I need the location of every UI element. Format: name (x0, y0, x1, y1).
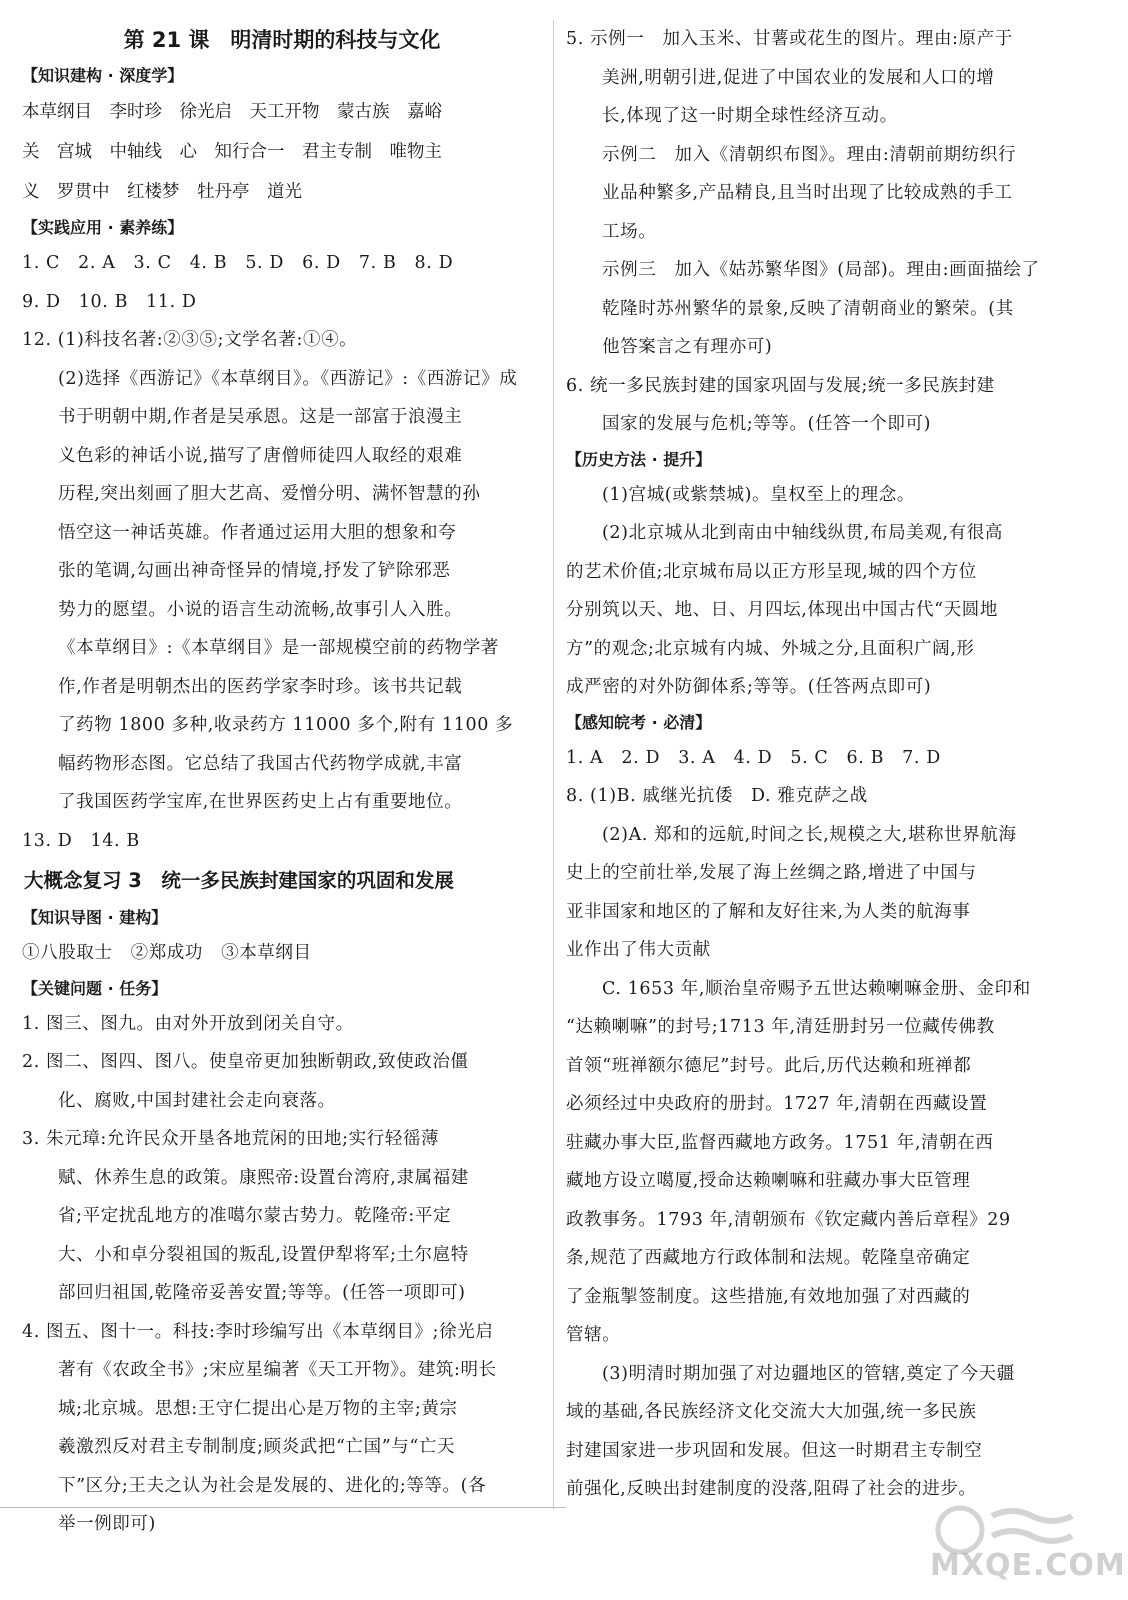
answer-line: 4. 图五、图十一。科技:李时珍编写出《本草纲目》;徐光启 (22, 1321, 494, 1342)
answer-line: 首领“班禅额尔德尼”封号。此后,历代达赖和班禅都 (566, 1055, 972, 1076)
answer-line: C. 1653 年,顺治皇帝赐予五世达赖喇嘛金册、金印和 (602, 978, 1031, 999)
answer-line: 部回归祖国,乾隆帝妥善安置;等等。(任答一项即可) (58, 1283, 466, 1303)
answer-line: 9. D 10. B 11. D (22, 291, 197, 312)
answer-line: 长,体现了这一时期全球性经济互动。 (602, 106, 898, 126)
right-column (566, 20, 1106, 1509)
answer-line: 的艺术价值;北京城布局以正方形呈现,城的四个方位 (566, 561, 977, 582)
answer-line: 作,作者是明朝杰出的医药学家李时珍。该书共记载 (58, 676, 463, 697)
answer-line: 了药物 1800 多种,收录药方 11000 多个,附有 1100 多 (58, 715, 514, 735)
answer-line: 5. 示例一 加入玉米、甘薯或花生的图片。理由:原产于 (566, 29, 1013, 49)
answer-line: 历程,突出刻画了胆大艺高、爱憎分明、满怀智慧的孙 (58, 484, 481, 504)
answer-line: 政教事务。1793 年,清朝颁布《钦定藏内善后章程》29 (566, 1209, 1011, 1230)
left-column (22, 20, 542, 1544)
answer-line: (2)选择《西游记》《本草纲目》。《西游记》:《西游记》成 (58, 368, 518, 389)
answer-line: ①八股取士 ②郑成功 ③本草纲目 (22, 943, 312, 963)
keyword-line: 关 宫城 中轴线 心 知行合一 君主专制 唯物主 (22, 142, 442, 162)
section-heading-knowledge: 【知识建构 · 深度学】 (22, 66, 184, 85)
answer-line: 大、小和卓分裂祖国的叛乱,设置伊犁将军;土尔扈特 (58, 1244, 469, 1265)
answer-line: 1. A 2. D 3. A 4. D 5. C 6. B 7. D (566, 747, 941, 768)
answer-line: 悟空这一神话英雄。作者通过运用大胆的想象和夸 (58, 522, 457, 543)
answer-line: 方”的观念;北京城有内城、外城之分,且面积广阔,形 (566, 638, 975, 659)
answer-line: 业作出了伟大贡献 (566, 940, 711, 960)
answer-line: 6. 统一多民族封建的国家巩固与发展;统一多民族封建 (566, 375, 995, 396)
answer-line: 业品种繁多,产品精良,且当时出现了比较成熟的手工 (602, 183, 1013, 203)
keyword-line: 本草纲目 李时珍 徐光启 天工开物 蒙古族 嘉峪 (22, 102, 442, 122)
answer-line: 化、腐败,中国封建社会走向衰落。 (58, 1090, 336, 1111)
answer-line: 驻藏办事大臣,监督西藏地方政务。1751 年,清朝在西 (566, 1132, 994, 1153)
section-heading-mindmap: 【知识导图 · 建构】 (22, 908, 168, 927)
answer-line: 义色彩的神话小说,描写了唐僧师徒四人取经的艰难 (58, 445, 463, 466)
answer-line: 示例二 加入《清朝织布图》。理由:清朝前期纺织行 (602, 144, 1017, 165)
answer-line: 亚非国家和地区的了解和友好往来,为人类的航海事 (566, 901, 971, 922)
answer-line: 必须经过中央政府的册封。1727 年,清朝在西藏设置 (566, 1094, 988, 1114)
lesson-title: 第 21 课 明清时期的科技与文化 (123, 28, 441, 52)
section-heading-key-questions: 【关键问题 · 任务】 (22, 978, 168, 998)
answer-line: 藏地方设立噶厦,授命达赖喇嘛和驻藏办事大臣管理 (566, 1171, 971, 1191)
answer-line: 国家的发展与危机;等等。(任答一个即可) (602, 414, 932, 434)
section-heading-practice: 【实践应用 · 素养练】 (22, 218, 184, 237)
section-heading-exam: 【感知皖考 · 必清】 (566, 712, 712, 732)
answer-line: 管辖。 (566, 1325, 621, 1345)
watermark-text: MXQE.COM (930, 1548, 1126, 1583)
answer-line: 赋、休养生息的政策。康熙帝:设置台湾府,隶属福建 (58, 1167, 469, 1188)
answer-line: 下”区分;王夫之认为社会是发展的、进化的;等等。(各 (58, 1475, 487, 1496)
answer-line: 13. D 14. B (22, 830, 140, 851)
answer-line: 示例三 加入《姑苏繁华图》(局部)。理由:画面描绘了 (602, 260, 1040, 280)
answer-line: 城;北京城。思想:王守仁提出心是万物的主宰;黄宗 (58, 1398, 458, 1419)
answer-line: 2. 图二、图四、图八。使皇帝更加独断朝政,致使政治僵 (22, 1052, 469, 1072)
answer-line: 了我国医药学宝库,在世界医药史上占有重要地位。 (58, 792, 463, 812)
answer-line: 前强化,反映出封建制度的没落,阻碍了社会的进步。 (566, 1479, 977, 1499)
keyword-line: 义 罗贯中 红楼梦 牡丹亭 道光 (22, 182, 302, 202)
answer-line: (2)北京城从北到南由中轴线纵贯,布局美观,有很高 (602, 523, 1003, 543)
answer-line: 书于明朝中期,作者是吴承恩。这是一部富于浪漫主 (58, 407, 463, 427)
answer-line: 了金瓶掣签制度。这些措施,有效地加强了对西藏的 (566, 1286, 971, 1307)
answer-line: “达赖喇嘛”的封号;1713 年,清廷册封另一位藏传佛教 (566, 1017, 995, 1037)
answer-line: 分别筑以天、地、日、月四坛,体现出中国古代“天圆地 (566, 600, 999, 620)
answer-line: 幅药物形态图。它总结了我国古代药物学成就,丰富 (58, 753, 463, 774)
review-title: 大概念复习 3 统一多民族封建国家的巩固和发展 (24, 869, 454, 892)
answer-line: 1. C 2. A 3. C 4. B 5. D 6. D 7. B 8. D (22, 253, 454, 273)
answer-line: 美洲,明朝引进,促进了中国农业的发展和人口的增 (602, 67, 995, 88)
answer-line: (3)明清时期加强了对边疆地区的管辖,奠定了今天疆 (602, 1363, 1015, 1384)
section-heading-method: 【历史方法 · 提升】 (566, 449, 712, 469)
answer-line: 乾隆时苏州繁华的景象,反映了清朝商业的繁荣。(其 (602, 298, 1014, 319)
answer-line: 3. 朱元璋:允许民众开垦各地荒闲的田地;实行轻徭薄 (22, 1129, 440, 1149)
answer-line: 12. (1)科技名著:②③⑤;文学名著:①④。 (22, 330, 358, 350)
answer-line: 羲激烈反对君主专制制度;顾炎武把“亡国”与“亡天 (58, 1437, 456, 1457)
answer-line: 工场。 (602, 221, 657, 242)
answer-line: 著有《农政全书》;宋应星编著《天工开物》。建筑:明长 (58, 1360, 497, 1380)
answer-line: 条,规范了西藏地方行政体制和法规。乾隆皇帝确定 (566, 1248, 971, 1268)
answer-line: (2)A. 郑和的远航,时间之长,规模之大,堪称世界航海 (602, 824, 1017, 845)
answer-line: 他答案言之有理亦可) (602, 337, 773, 357)
answer-line: 封建国家进一步巩固和发展。但这一时期君主专制空 (566, 1440, 983, 1461)
answer-line: 势力的愿望。小说的语言生动流畅,故事引人入胜。 (58, 599, 463, 620)
answer-line: 省;平定扰乱地方的准噶尔蒙古势力。乾隆帝:平定 (58, 1206, 452, 1226)
answer-line: 张的笔调,勾画出神奇怪异的情境,抒发了铲除邪恶 (58, 561, 451, 581)
answer-line: 8. (1)B. 戚继光抗倭 D. 雅克萨之战 (566, 786, 868, 806)
answer-line: 史上的空前壮举,发展了海上丝绸之路,增进了中国与 (566, 863, 977, 883)
answer-line: 域的基础,各民族经济文化交流大大加强,统一多民族 (566, 1402, 977, 1422)
answer-line: 举一例即可) (58, 1514, 156, 1534)
column-divider (553, 20, 554, 1510)
answer-line: 成严密的对外防御体系;等等。(任答两点即可) (566, 677, 932, 697)
answer-line: 1. 图三、图九。由对外开放到闭关自守。 (22, 1013, 354, 1034)
answer-line: (1)宫城(或紫禁城)。皇权至上的理念。 (602, 484, 915, 505)
answer-line: 《本草纲目》:《本草纲目》是一部规模空前的药物学著 (58, 638, 499, 658)
